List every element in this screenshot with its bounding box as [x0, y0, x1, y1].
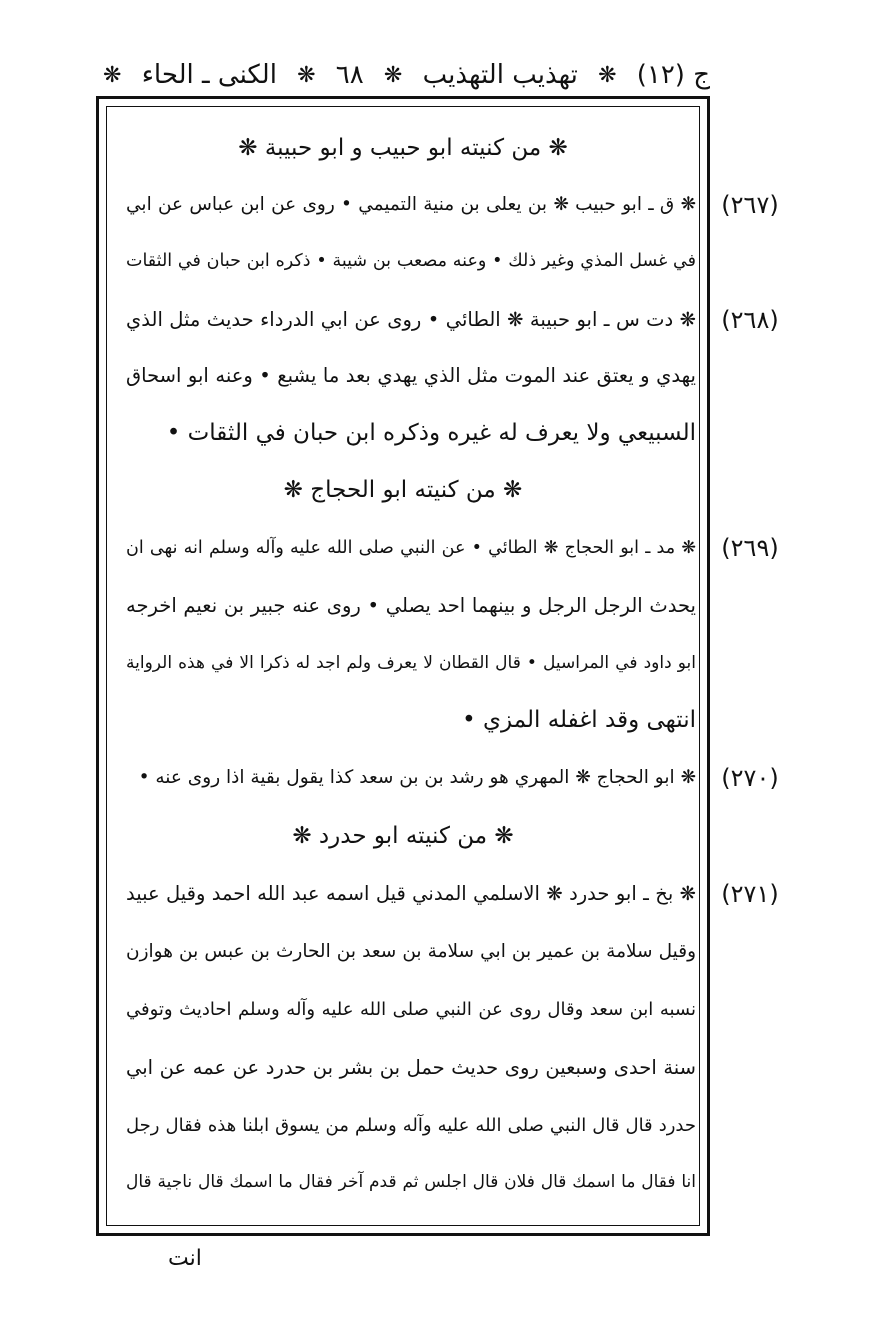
entry-line: السبيعي ولا يعرف له غيره وذكره ابن حبان في الثقات •	[166, 420, 696, 446]
ornament-star-icon: ❋	[383, 62, 403, 88]
page-number: ٦٨	[335, 60, 364, 90]
book-title: تهذيب التهذيب	[422, 60, 578, 90]
catchword: انت	[168, 1246, 202, 1271]
entry-line: ❋ ابو الحجاج ❋ المهري هو رشد بن بن سعد كذا يقول بقية اذا روى عنه •	[138, 767, 696, 788]
entry-line: ابو داود في المراسيل • قال القطان لا يعرف ولم اجد له ذكرا الا في هذه الرواية	[126, 653, 696, 673]
entry-line: ❋ بخ ـ ابو حدرد ❋ الاسلمي المدني قيل اسمه عبد الله احمد وقيل عبيد	[126, 882, 696, 905]
entry-line: انا فقال ما اسمك قال فلان قال اجلس ثم قدم آخر فقال ما اسمك قال ناجية قال	[126, 1172, 696, 1192]
entry-line: حدرد قال قال النبي صلى الله عليه وآله وسلم من يسوق ابلنا هذه فقال رجل	[126, 1115, 696, 1136]
section-heading: ❋ من كنيته ابو حبيب و ابو حبيبة ❋	[238, 135, 568, 161]
entry-line: في غسل المذي وغير ذلك • وعنه مصعب بن شيبة • ذكره ابن حبان في الثقات	[126, 251, 696, 271]
ornament-star-icon: ❋	[297, 62, 316, 88]
entry-number: (٢٦٩)	[721, 534, 779, 562]
ornament-star-icon: ❋	[598, 62, 617, 88]
entry-number: (٢٧١)	[721, 880, 779, 908]
entry-line: ❋ مد ـ ابو الحجاج ❋ الطائي • عن النبي صلى الله عليه وآله وسلم انه نهى ان	[126, 538, 696, 558]
volume-number: ج (١٢)	[636, 60, 710, 90]
ornament-star-icon: ❋	[103, 62, 122, 88]
section-heading: ❋ من كنيته ابو حدرد ❋	[292, 823, 514, 849]
entry-number: (٢٧٠)	[721, 764, 779, 792]
entry-line: يحدث الرجل الرجل و بينهما احد يصلي • روى عنه جبير بن نعيم اخرجه	[126, 594, 696, 617]
section-title: الكنى ـ الحاء	[141, 60, 277, 90]
entry-line: سنة احدى وسبعين روى حديث حمل بن بشر بن حدرد عن عمه عن ابي	[126, 1056, 696, 1079]
section-heading: ❋ من كنيته ابو الحجاج ❋	[283, 477, 523, 503]
entry-line: ❋ دت س ـ ابو حبيبة ❋ الطائي • روى عن ابي الدرداء حديث مثل الذي	[126, 308, 696, 331]
entry-line: ❋ ق ـ ابو حبيب ❋ بن يعلى بن منية التميمي • روى عن ابن عباس عن ابي	[126, 194, 696, 215]
entry-line: وقيل سلامة بن عمير بن ابي سلامة بن سعد بن الحارث بن عبس بن هوازن	[126, 941, 696, 962]
entry-line: انتهى وقد اغفله المزي •	[462, 707, 696, 733]
entry-number: (٢٦٨)	[721, 306, 779, 334]
running-header	[100, 52, 710, 98]
entry-number: (٢٦٧)	[721, 191, 779, 219]
entry-line: نسبه ابن سعد وقال روى عن النبي صلى الله عليه وآله وسلم احاديث وتوفي	[126, 999, 696, 1020]
entry-line: يهدي و يعتق عند الموت مثل الذي يهدي بعد ما يشبع • وعنه ابو اسحاق	[126, 364, 696, 387]
